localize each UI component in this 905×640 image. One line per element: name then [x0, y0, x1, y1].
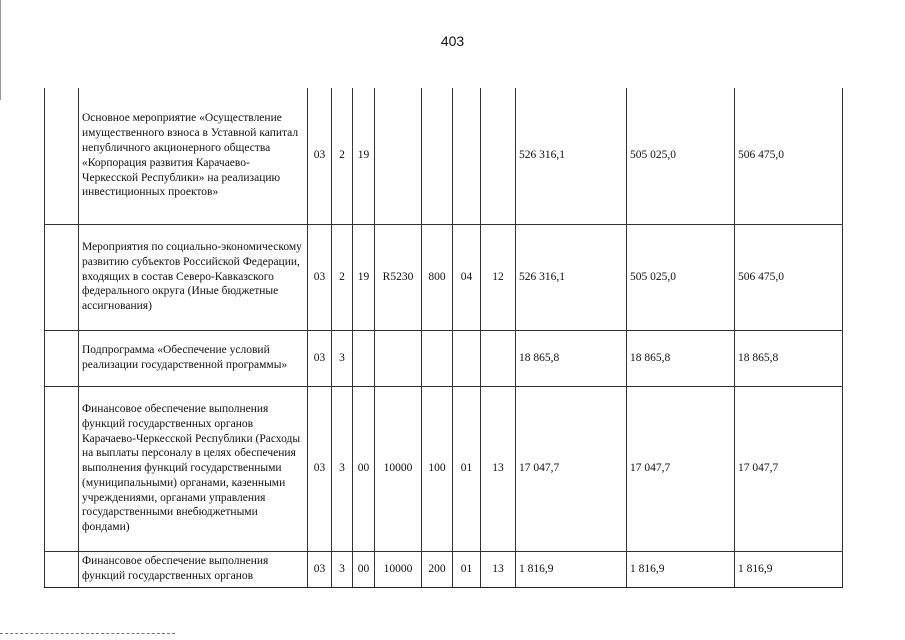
- subsection-cell: 12: [481, 224, 516, 330]
- program-code-cell: 03: [308, 386, 332, 551]
- row-index-cell: [45, 224, 79, 330]
- program-code-cell: 03: [308, 330, 332, 386]
- main-event-code-cell: 19: [353, 88, 375, 224]
- expense-type-cell: [422, 88, 453, 224]
- subsection-cell: [481, 88, 516, 224]
- table-row: [45, 386, 843, 551]
- row-index-cell: [45, 551, 79, 587]
- row-name-cell: Финансовое обеспечение выполнения функций государственных органов Карачаево-Черкесской Республики (Расходы на выплаты персоналу в целях обеспечения выполнения функций государственными (муниципальными) органами, казенными учреждениями, органами управления государственными внебюджетными фондами): [79, 386, 308, 551]
- amount-year-3-cell: 506 475,0: [735, 88, 843, 224]
- amount-year-2-cell: 505 025,0: [627, 88, 735, 224]
- budget-table: [44, 88, 843, 588]
- amount-year-1-cell: 1 816,9: [516, 551, 627, 587]
- amount-year-2-cell: 18 865,8: [627, 330, 735, 386]
- amount-year-3-cell: 18 865,8: [735, 330, 843, 386]
- subprogram-code-cell: 3: [332, 330, 353, 386]
- section-cell: 01: [453, 386, 481, 551]
- row-index-cell: [45, 88, 79, 224]
- row-name-cell: Мероприятия по социально-экономическому развитию субъектов Российской Федерации, входящих в состав Северо-Кавказского федерального округа (Иные бюджетные ассигнования): [79, 224, 308, 330]
- program-code-cell: 03: [308, 88, 332, 224]
- subsection-cell: 13: [481, 386, 516, 551]
- expense-type-cell: 800: [422, 224, 453, 330]
- amount-year-2-cell: 1 816,9: [627, 551, 735, 587]
- expense-type-cell: 200: [422, 551, 453, 587]
- table-row: [45, 551, 843, 587]
- subprogram-code-cell: 3: [332, 386, 353, 551]
- expense-type-cell: [422, 330, 453, 386]
- amount-year-2-cell: 505 025,0: [627, 224, 735, 330]
- main-event-code-cell: 00: [353, 551, 375, 587]
- section-cell: 04: [453, 224, 481, 330]
- amount-year-1-cell: 526 316,1: [516, 88, 627, 224]
- table-row: [45, 224, 843, 330]
- amount-year-1-cell: 526 316,1: [516, 224, 627, 330]
- footer-rule: [0, 633, 175, 635]
- direction-code-cell: R5230: [375, 224, 422, 330]
- program-code-cell: 03: [308, 551, 332, 587]
- row-name-cell: Подпрограмма «Обеспечение условий реализации государственной программы»: [79, 330, 308, 386]
- direction-code-cell: 10000: [375, 551, 422, 587]
- amount-year-3-cell: 17 047,7: [735, 386, 843, 551]
- amount-year-3-cell: 1 816,9: [735, 551, 843, 587]
- subprogram-code-cell: 2: [332, 224, 353, 330]
- subsection-cell: [481, 330, 516, 386]
- amount-year-3-cell: 506 475,0: [735, 224, 843, 330]
- row-name-cell: Основное мероприятие «Осуществление имущественного взноса в Уставной капитал непубличного акционерного общества «Корпорация развития Карачаево-Черкесской Республики» на реализацию инвестиционных проектов»: [79, 88, 308, 224]
- section-cell: [453, 88, 481, 224]
- table-row: [45, 330, 843, 386]
- amount-year-1-cell: 17 047,7: [516, 386, 627, 551]
- amount-year-2-cell: 17 047,7: [627, 386, 735, 551]
- page-number: 403: [440, 33, 465, 49]
- subprogram-code-cell: 3: [332, 551, 353, 587]
- row-index-cell: [45, 330, 79, 386]
- subprogram-code-cell: 2: [332, 88, 353, 224]
- main-event-code-cell: [353, 330, 375, 386]
- program-code-cell: 03: [308, 224, 332, 330]
- direction-code-cell: [375, 88, 422, 224]
- section-cell: [453, 330, 481, 386]
- direction-code-cell: [375, 330, 422, 386]
- table-row: [45, 88, 843, 224]
- row-index-cell: [45, 386, 79, 551]
- section-cell: 01: [453, 551, 481, 587]
- expense-type-cell: 100: [422, 386, 453, 551]
- amount-year-1-cell: 18 865,8: [516, 330, 627, 386]
- direction-code-cell: 10000: [375, 386, 422, 551]
- main-event-code-cell: 00: [353, 386, 375, 551]
- page-edge-line: [0, 0, 1, 100]
- row-name-cell: Финансовое обеспечение выполнения функций государственных органов: [79, 551, 308, 587]
- main-event-code-cell: 19: [353, 224, 375, 330]
- subsection-cell: 13: [481, 551, 516, 587]
